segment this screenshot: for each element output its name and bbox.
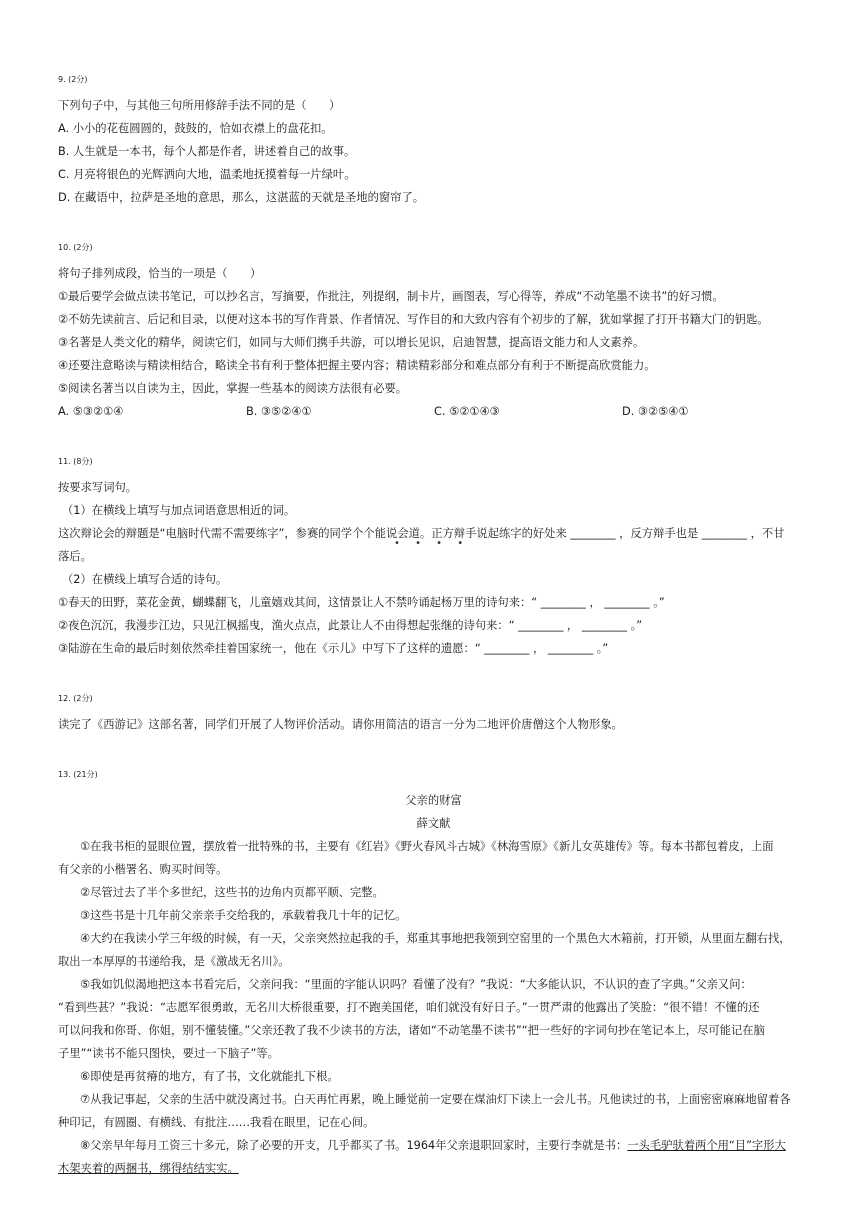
passage-line-15 [58, 1161, 239, 1177]
underlined-sentence: 一头毛驴驮着两个用“目”字形大 [627, 1139, 786, 1152]
passage-line-4: ③这些书是十几年前父亲亲手交给我的，承载着我几十年的记忆。 [80, 909, 407, 922]
passage-line-8: “看到些甚？”我说：“志愿军很勇敢，无名川大桥很重要，打不跑美国佬，咱们就没有好日子。”一贯严肃的他露出了笑脸：“很不错！不懂的还 [58, 1001, 760, 1014]
q10-stem: 将句子排列成段，恰当的一项是（ ） [58, 267, 262, 280]
q11-poem-line-1: ①春天的田野，菜花金黄，蝴蝶翻飞，儿童嬉戏其间，这情景让人不禁吟诵起杨万里的诗句来：“ ________ ， ________ 。” [58, 596, 665, 609]
passage-author: 薛文献 [416, 817, 451, 830]
q11-poem-line-3: ③陆游在生命的最后时刻依然牵挂着国家统一，他在《示儿》中写下了这样的遗愿：“ ________ ， ________ 。” [58, 642, 609, 655]
q11-part1-line2: 落后。 [58, 550, 92, 563]
passage-title: 父亲的财富 [405, 794, 462, 807]
q10-sentence-5: ⑤阅读名著当以自读为主，因此，掌握一些基本的阅读方法很有必要。 [58, 382, 408, 395]
passage-line-9: 可以问我和你哥、你姐，别不懂装懂。”父亲还教了我不少读书的方法，诸如“不动笔墨不读书”“把一些好的字词句抄在笔记本上，尽可能记在脑 [58, 1024, 765, 1037]
passage-line-14-text: ⑧父亲早年每月工资三十多元，除了必要的开支，几乎都买了书。1964年父亲退职回家时，主要行李就是书： [80, 1139, 628, 1152]
q10-sentence-3: ③名著是人类文化的精华，阅读它们，如同与大师们携手共游，可以增长见识，启迪智慧，提高语文能力和人文素养。 [58, 336, 645, 349]
q12-stem: 读完了《西游记》这部名著，同学们开展了人物评价活动。请你用简洁的语言一分为二地评价唐僧这个人物形象。 [58, 718, 623, 731]
q11-poem-line-2: ②夜色沉沉，我漫步江边，只见江枫摇曳，渔火点点，此景让人不由得想起张继的诗句来：“ ________ ， ________ 。” [58, 619, 643, 632]
q10-option-c: C. ⑤②①④③ [434, 405, 500, 418]
q9-option-c: C. 月亮将银色的光辉洒向大地，温柔地抚摸着每一片绿叶。 [58, 168, 356, 181]
passage-line-14 [80, 1138, 786, 1154]
q10-option-a: A. ⑤③②①④ [58, 405, 124, 418]
q9-option-d: D. 在藏语中，拉萨是圣地的意思，那么，这湛蓝的天就是圣地的窗帘了。 [58, 191, 425, 204]
q11-stem: 按要求写词句。 [58, 481, 138, 494]
passage-line-10: 子里”“读书不能只图快，要过一下脑子”等。 [58, 1047, 279, 1060]
q12-header: 12. (2分) [58, 694, 93, 703]
q11-part2-title: （2）在横线上填写合适的诗句。 [62, 573, 228, 586]
passage-line-11: ⑥即使是再贫瘠的地方，有了书，文化就能扎下根。 [80, 1070, 339, 1083]
underlined-sentence-end: 木架夹着的两捆书，绑得结结实实。 [58, 1162, 239, 1175]
emphasis-dots: • • • • [394, 538, 470, 549]
q9-header: 9. (2分) [58, 75, 88, 84]
passage-line-7: ⑤我如饥似渴地把这本书看完后，父亲问我：“里面的字能认识吗？看懂了没有？”我说：“大多能认识，不认识的查了字典。”父亲又问： [80, 978, 752, 991]
q10-header: 10. (2分) [58, 243, 93, 252]
passage-line-12: ⑦从我记事起，父亲的生活中就没离过书。白天再忙再累，晚上睡觉前一定要在煤油灯下读上一会儿书。凡他读过的书，上面密密麻麻地留着各 [80, 1093, 791, 1106]
q9-option-a: A. 小小的花苞圆圆的，鼓鼓的，恰如衣襟上的盘花扣。 [58, 122, 333, 135]
q9-stem: 下列句子中，与其他三句所用修辞手法不同的是（ ） [58, 99, 341, 112]
q10-option-d: D. ③②⑤④① [622, 405, 689, 418]
q10-option-b: B. ③⑤②④① [246, 405, 312, 418]
passage-line-1: ①在我书柜的显眼位置，摆放着一批特殊的书，主要有《红岩》《野火春风斗古城》《林海雪原》《新儿女英雄传》等。每本书都包着皮，上面 [80, 840, 774, 853]
passage-line-2: 有父亲的小楷署名、购买时间等。 [58, 863, 228, 876]
passage-line-13: 种印记，有圆圈、有横线、有批注……我看在眼里，记在心间。 [58, 1116, 375, 1129]
q11-part1-title: （1）在横线上填写与加点词语意思相近的词。 [62, 504, 296, 517]
q10-sentence-1: ①最后要学会做点读书笔记，可以抄名言，写摘要，作批注，列提纲，制卡片，画图表，写心得等，养成“不动笔墨不读书”的好习惯。 [58, 290, 724, 303]
q11-part1-line1: 这次辩论会的辩题是“电脑时代需不需要练字”，参赛的同学个个能说会道。正方辩手说起练字的好处来 ________ ，反方辩手也是 ________ ，不甘 [58, 527, 785, 540]
q11-header: 11. (8分) [58, 457, 93, 466]
passage-line-5: ④大约在我读小学三年级的时候，有一天，父亲突然拉起我的手，郑重其事地把我领到空窑里的一个黑色大木箱前，打开锁，从里面左翻右找， [80, 932, 791, 945]
passage-line-3: ②尽管过去了半个多世纪，这些书的边角内页都平顺、完整。 [80, 886, 384, 899]
q10-sentence-4: ④还要注意略读与精读相结合，略读全书有利于整体把握主要内容；精读精彩部分和难点部分有利于不断提高欣赏能力。 [58, 359, 656, 372]
passage-line-6: 取出一本厚厚的书递给我，是《激战无名川》。 [58, 955, 290, 968]
q13-header: 13. (21分) [58, 770, 98, 779]
q9-option-b: B. 人生就是一本书，每个人都是作者，讲述着自己的故事。 [58, 145, 356, 158]
q10-sentence-2: ②不妨先读前言、后记和目录，以便对这本书的写作背景、作者情况、写作目的和大致内容有个初步的了解，犹如掌握了打开书籍大门的钥匙。 [58, 313, 769, 326]
